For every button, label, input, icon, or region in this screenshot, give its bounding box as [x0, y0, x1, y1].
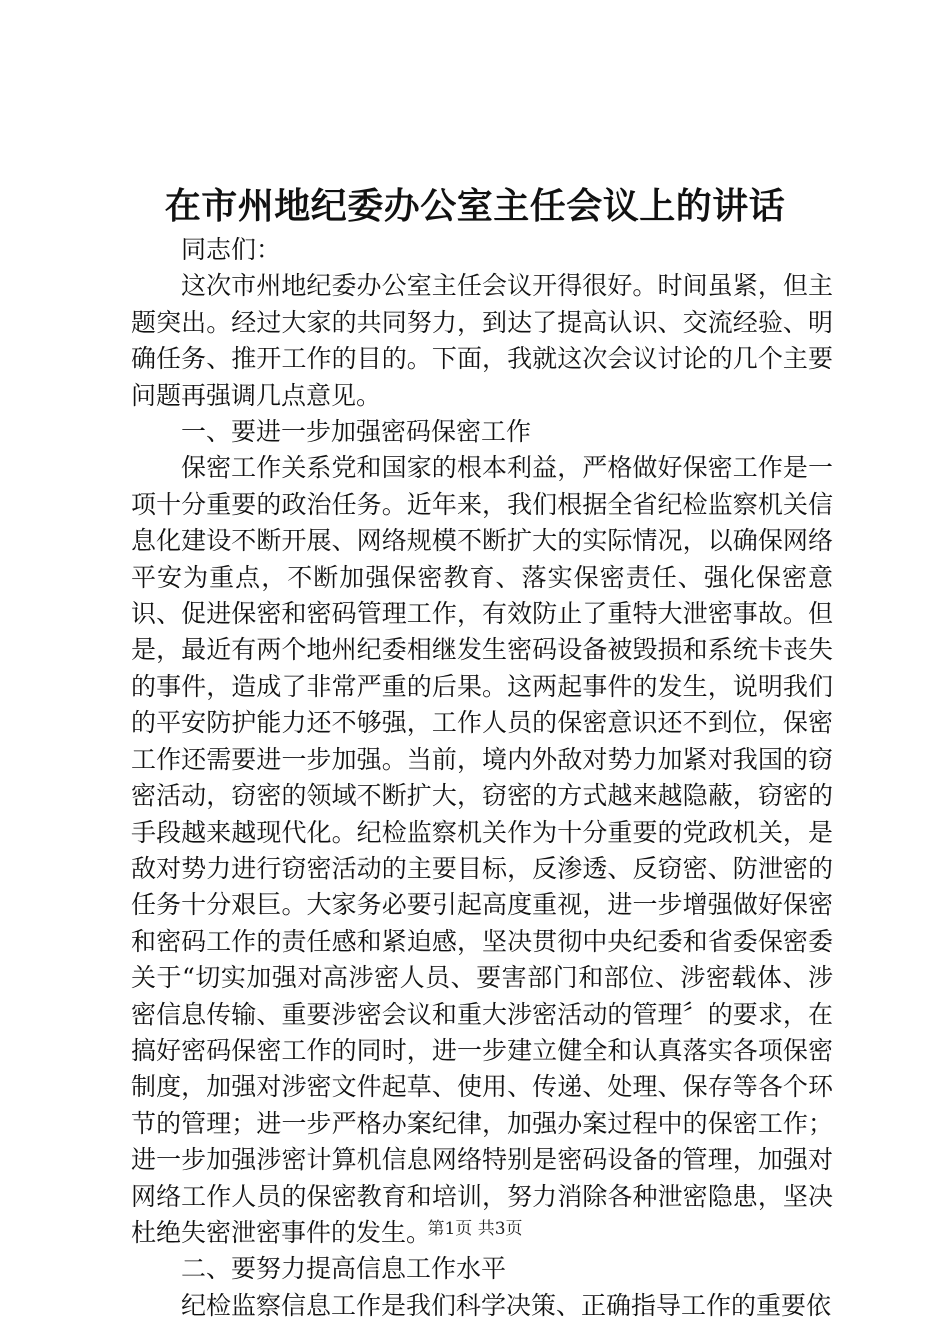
- section-heading-2: 二、要努力提高信息工作水平: [181, 1254, 507, 1284]
- salutation-paragraph: 同志们：: [181, 235, 282, 264]
- section-heading-1: 一、要进一步加强密码保密工作: [181, 417, 532, 447]
- document-title: 在市州地纪委办公室主任会议上的讲话: [164, 185, 786, 227]
- intro-paragraph: 这次市州地纪委办公室主任会议开得很好。时间虽紧，但主题突出。经过大家的共同努力，到达了提高认识、交流经验、明确任务、推开工作的目的。下面，我就这次会议讨论的几个主要问题再强调几点意见。: [131, 271, 833, 410]
- document-body: [131, 232, 833, 1324]
- page-footer: 第1页 共3页: [427, 1219, 523, 1239]
- section-1-paragraph: 保密工作关系党和国家的根本利益，严格做好保密工作是一项十分重要的政治任务。近年来，我们根据全省纪检监察机关信息化建设不断开展、网络规模不断扩大的实际情况，以确保网络平安为重点，不断加强保密教育、落实保密责任、强化保密意识、促进保密和密码管理工作，有效防止了重特大泄密事故。但是，最近有两个地州纪委相继发生密码设备被毁损和系统卡丧失的事件，造成了非常严重的后果。这两起事件的发生，说明我们的平安防护能力还不够强，工作人员的保密意识还不到位，保密工作还需要进一步加强。当前，境内外敌对势力加紧对我国的窃密活动，窃密的领域不断扩大，窃密的方式越来越隐蔽，窃密的手段越来越现代化。纪检监察机关作为十分重要的党政机关，是敌对势力进行窃密活动的主要目标，反渗透、反窃密、防泄密的任务十分艰巨。大家务必要引起高度重视，进一步增强做好保密和密码工作的责任感和紧迫感，坚决贯彻中央纪委和省委保密委关于“切实加强对高涉密人员、要害部门和部位、涉密载体、涉密信息传输、重要涉密会议和重大涉密活动的管理〞的要求，在搞好密码保密工作的同时，进一步建立健全和认真落实各项保密制度，加强对涉密文件起草、使用、传递、处理、保存等各个环节的管理；进一步严格办案纪律，加强办案过程中的保密工作；进一步加强涉密计算机信息网络特别是密码设备的管理，加强对网络工作人员的保密教育和培训，努力消除各种泄密隐患，坚决杜绝失密泄密事件的发生。: [131, 453, 833, 1247]
- section-2-paragraph: 纪检监察信息工作是我们科学决策、正确指导工作的重要依: [181, 1290, 832, 1320]
